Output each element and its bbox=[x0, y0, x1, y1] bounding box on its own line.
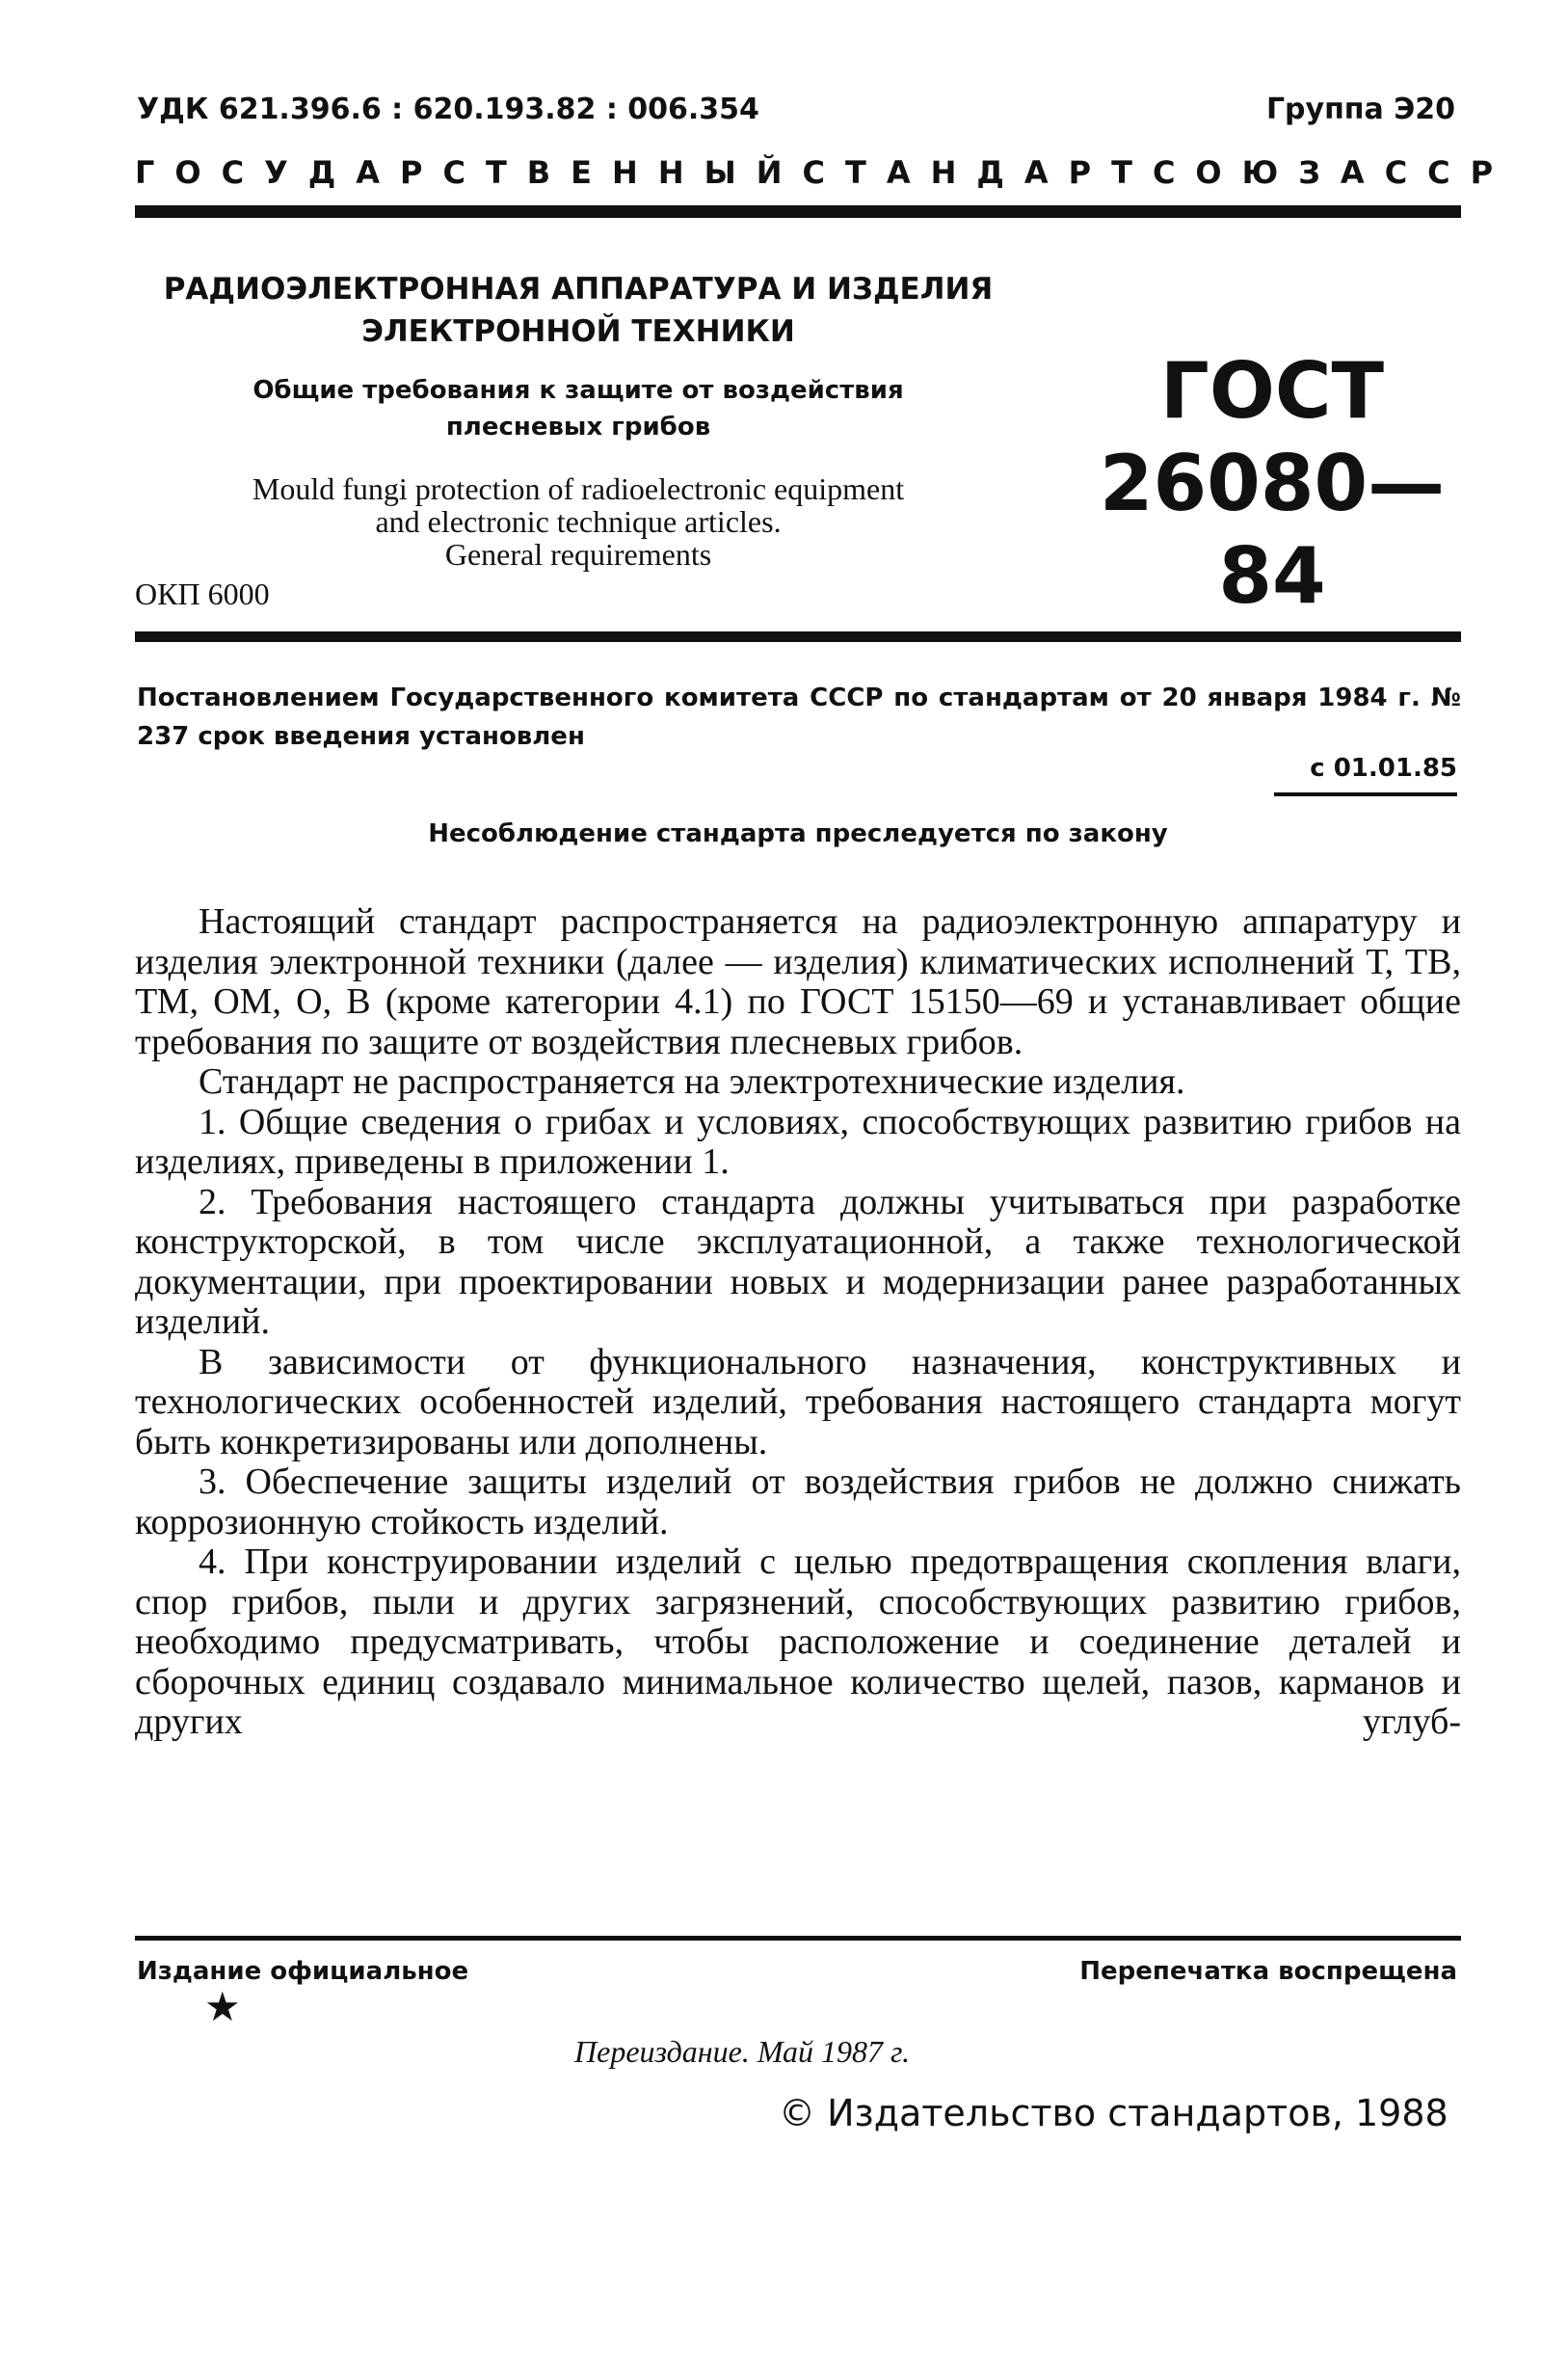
english-title bbox=[135, 472, 1022, 571]
effective-date: с 01.01.85 bbox=[1310, 754, 1457, 783]
legal-warning: Несоблюдение стандарта преследуется по закону bbox=[428, 819, 1168, 848]
body-text bbox=[135, 902, 1461, 1743]
reissue-note: Переиздание. Май 1987 г. bbox=[574, 2034, 911, 2069]
paragraph: 4. При конструировании изделий с целью предотвращения скопления влаги, спор грибов, пыли и других загрязнений, способствующих развитию грибов, необходимо предусматривать, чтобы расположение и соединение деталей и сборочных единиц создавало минимальное количество щелей, пазов, карманов и других углуб- bbox=[135, 1541, 1461, 1742]
state-standard-banner bbox=[135, 154, 1514, 191]
english-line: General requirements bbox=[444, 537, 712, 572]
paragraph: 1. Общие сведения о грибах и условиях, способствующих развитию грибов на изделиях, приведены в приложении 1. bbox=[135, 1101, 1461, 1182]
title-line: РАДИОЭЛЕКТРОННАЯ АППАРАТУРА И ИЗДЕЛИЯ bbox=[163, 272, 994, 307]
paragraph: 3. Обеспечение защиты изделий от воздействия грибов не должно снижать коррозионную стойкость изделий. bbox=[135, 1461, 1461, 1542]
subtitle-line: плесневых грибов bbox=[445, 413, 711, 442]
paragraph: Стандарт не распространяется на электротехнические изделия. bbox=[199, 1061, 1185, 1102]
paragraph: 2. Требования настоящего стандарта должны учитываться при разработке конструкторской, в том числе эксплуатационной, а также технологической документации, при проектировании новых и модернизации ранее разработанных изделий. bbox=[135, 1181, 1461, 1342]
title-line: ЭЛЕКТРОННОЙ ТЕХНИКИ bbox=[361, 314, 795, 349]
banner-word: СТАНДАРТ bbox=[802, 154, 1153, 191]
banner-word: ГОСУДАРСТВЕННЫЙ bbox=[135, 154, 803, 191]
bottom-rule bbox=[135, 1936, 1461, 1941]
top-rule bbox=[135, 205, 1461, 218]
copyright: © Издательство стандартов, 1988 bbox=[779, 2092, 1448, 2134]
document-subtitle bbox=[135, 372, 1022, 445]
subtitle-line: Общие требования к защите от воздействия bbox=[252, 376, 904, 405]
english-line: Mould fungi protection of radioelectronic equipment bbox=[252, 471, 905, 506]
banner-word: СОЮЗА bbox=[1152, 154, 1385, 191]
banner-word: ССР bbox=[1384, 154, 1514, 191]
udk-code: УДК 621.396.6 : 620.193.82 : 006.354 bbox=[137, 93, 759, 126]
middle-rule bbox=[135, 631, 1461, 642]
okp-code: ОКП 6000 bbox=[135, 576, 270, 611]
gost-label: ГОСТ bbox=[1159, 346, 1385, 436]
group-code: Группа Э20 bbox=[1265, 93, 1455, 126]
document-title bbox=[135, 268, 1022, 353]
decree-text: Постановлением Государственного комитета СССР по стандартам от 20 января 1984 г. № 237 срок введения установлен bbox=[137, 683, 1461, 751]
reprint-notice: Перепечатка воспрещена bbox=[1079, 1957, 1457, 1986]
gost-designation bbox=[1075, 345, 1470, 623]
star-icon: ★ bbox=[204, 1986, 241, 2030]
paragraph: В зависимости от функционального назначения, конструктивных и технологических особенностей изделий, требования настоящего стандарта могут быть конкретизированы или дополнены. bbox=[135, 1341, 1461, 1462]
official-edition: Издание официальное bbox=[137, 1957, 469, 1986]
english-line: and electronic technique articles. bbox=[375, 504, 782, 539]
gost-number: 26080—84 bbox=[1099, 439, 1446, 621]
paragraph: Настоящий стандарт распространяется на радиоэлектронную аппаратуру и изделия электронной техники (далее — изделия) климатических исполнений Т, ТВ, ТМ, ОМ, О, В (кроме категории 4.1) по ГОСТ 15150—69 и устанавливает общие требования по защите от воздействия плесневых грибов. bbox=[135, 901, 1461, 1062]
date-underline bbox=[1274, 792, 1457, 796]
